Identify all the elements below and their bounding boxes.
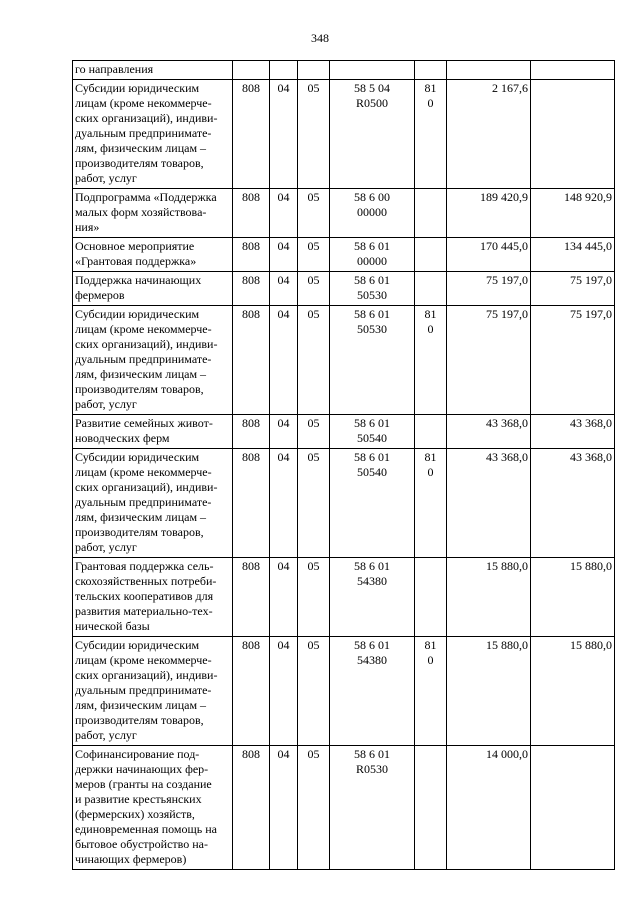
budget-table — [72, 60, 615, 870]
table-row — [73, 272, 615, 306]
cell-name: Субсидии юридическим лицам (кроме некоммерче- ских организаций), индиви- дуальным предпринимате- лям, физическим лицам – производителям товаров, работ, услуг — [73, 449, 233, 558]
cell-rz: 04 — [270, 637, 298, 746]
cell-pr: 05 — [298, 637, 330, 746]
cell-amount-1 — [447, 61, 531, 80]
cell-csr: 58 6 01 50540 — [330, 449, 415, 558]
cell-name: Развитие семейных живот- новодческих ферм — [73, 415, 233, 449]
table-row — [73, 80, 615, 189]
cell-vr: 81 0 — [415, 306, 447, 415]
cell-vr — [415, 238, 447, 272]
table-row — [73, 61, 615, 80]
cell-rz: 04 — [270, 80, 298, 189]
cell-amount-1: 15 880,0 — [447, 637, 531, 746]
cell-csr: 58 6 01 50530 — [330, 306, 415, 415]
cell-gr: 808 — [233, 306, 270, 415]
cell-amount-2 — [531, 746, 615, 870]
cell-rz: 04 — [270, 306, 298, 415]
table-row — [73, 238, 615, 272]
cell-rz: 04 — [270, 415, 298, 449]
cell-amount-1: 170 445,0 — [447, 238, 531, 272]
cell-csr: 58 6 01 54380 — [330, 637, 415, 746]
cell-vr: 81 0 — [415, 637, 447, 746]
cell-rz: 04 — [270, 558, 298, 637]
cell-name: Субсидии юридическим лицам (кроме некоммерче- ских организаций), индиви- дуальным предпринимате- лям, физическим лицам – производителям товаров, работ, услуг — [73, 306, 233, 415]
cell-pr: 05 — [298, 449, 330, 558]
cell-amount-2: 43 368,0 — [531, 449, 615, 558]
cell-vr — [415, 189, 447, 238]
cell-gr: 808 — [233, 272, 270, 306]
cell-csr: 58 6 01 00000 — [330, 238, 415, 272]
page-number: 348 — [311, 31, 329, 45]
cell-amount-2: 134 445,0 — [531, 238, 615, 272]
table-row — [73, 415, 615, 449]
cell-amount-1: 189 420,9 — [447, 189, 531, 238]
cell-gr: 808 — [233, 189, 270, 238]
cell-gr: 808 — [233, 415, 270, 449]
cell-vr: 81 0 — [415, 449, 447, 558]
cell-rz: 04 — [270, 189, 298, 238]
cell-amount-2: 148 920,9 — [531, 189, 615, 238]
cell-gr: 808 — [233, 238, 270, 272]
cell-name: Субсидии юридическим лицам (кроме некоммерче- ских организаций), индиви- дуальным предпринимате- лям, физическим лицам – производителям товаров, работ, услуг — [73, 80, 233, 189]
cell-csr: 58 6 01 50540 — [330, 415, 415, 449]
cell-amount-2 — [531, 80, 615, 189]
cell-csr: 58 5 04 R0500 — [330, 80, 415, 189]
cell-gr: 808 — [233, 449, 270, 558]
table-row — [73, 306, 615, 415]
cell-amount-2: 15 880,0 — [531, 558, 615, 637]
cell-name: Поддержка начинающих фермеров — [73, 272, 233, 306]
table-row — [73, 189, 615, 238]
cell-name: Подпрограмма «Поддержка малых форм хозяйствова- ния» — [73, 189, 233, 238]
cell-vr — [415, 415, 447, 449]
cell-amount-2 — [531, 61, 615, 80]
cell-name: Грантовая поддержка сель- скохозяйственных потреби- тельских кооперативов для развития материально-тех- нической базы — [73, 558, 233, 637]
cell-csr: 58 6 00 00000 — [330, 189, 415, 238]
cell-amount-1: 15 880,0 — [447, 558, 531, 637]
cell-pr: 05 — [298, 272, 330, 306]
table-row — [73, 558, 615, 637]
cell-csr: 58 6 01 54380 — [330, 558, 415, 637]
cell-pr: 05 — [298, 306, 330, 415]
cell-name: го направления — [73, 61, 233, 80]
cell-rz — [270, 61, 298, 80]
cell-pr — [298, 61, 330, 80]
cell-amount-1: 75 197,0 — [447, 306, 531, 415]
cell-pr: 05 — [298, 80, 330, 189]
table-body — [73, 61, 615, 870]
cell-gr — [233, 61, 270, 80]
cell-vr: 81 0 — [415, 80, 447, 189]
cell-amount-1: 2 167,6 — [447, 80, 531, 189]
cell-name: Субсидии юридическим лицам (кроме некоммерче- ских организаций), индиви- дуальным предпринимате- лям, физическим лицам – производителям товаров, работ, услуг — [73, 637, 233, 746]
cell-csr: 58 6 01 50530 — [330, 272, 415, 306]
cell-amount-2: 15 880,0 — [531, 637, 615, 746]
cell-rz: 04 — [270, 449, 298, 558]
cell-amount-2: 75 197,0 — [531, 306, 615, 415]
cell-name: Основное мероприятие «Грантовая поддержка» — [73, 238, 233, 272]
cell-amount-1: 43 368,0 — [447, 415, 531, 449]
cell-pr: 05 — [298, 189, 330, 238]
table-row — [73, 637, 615, 746]
cell-rz: 04 — [270, 238, 298, 272]
table-row — [73, 449, 615, 558]
cell-rz: 04 — [270, 746, 298, 870]
cell-csr: 58 6 01 R0530 — [330, 746, 415, 870]
cell-gr: 808 — [233, 746, 270, 870]
cell-vr — [415, 61, 447, 80]
cell-amount-1: 14 000,0 — [447, 746, 531, 870]
cell-name: Софинансирование под- держки начинающих фер- меров (гранты на создание и развитие крестьянских (фермерских) хозяйств, единовременная помощь на бытовое обустройство на- чинающих фермеров) — [73, 746, 233, 870]
cell-pr: 05 — [298, 746, 330, 870]
cell-gr: 808 — [233, 558, 270, 637]
cell-vr — [415, 272, 447, 306]
cell-amount-1: 75 197,0 — [447, 272, 531, 306]
cell-amount-2: 43 368,0 — [531, 415, 615, 449]
cell-pr: 05 — [298, 415, 330, 449]
table-row — [73, 746, 615, 870]
cell-vr — [415, 746, 447, 870]
cell-pr: 05 — [298, 238, 330, 272]
cell-amount-2: 75 197,0 — [531, 272, 615, 306]
cell-pr: 05 — [298, 558, 330, 637]
cell-gr: 808 — [233, 80, 270, 189]
cell-amount-1: 43 368,0 — [447, 449, 531, 558]
cell-rz: 04 — [270, 272, 298, 306]
cell-csr — [330, 61, 415, 80]
cell-gr: 808 — [233, 637, 270, 746]
cell-vr — [415, 558, 447, 637]
